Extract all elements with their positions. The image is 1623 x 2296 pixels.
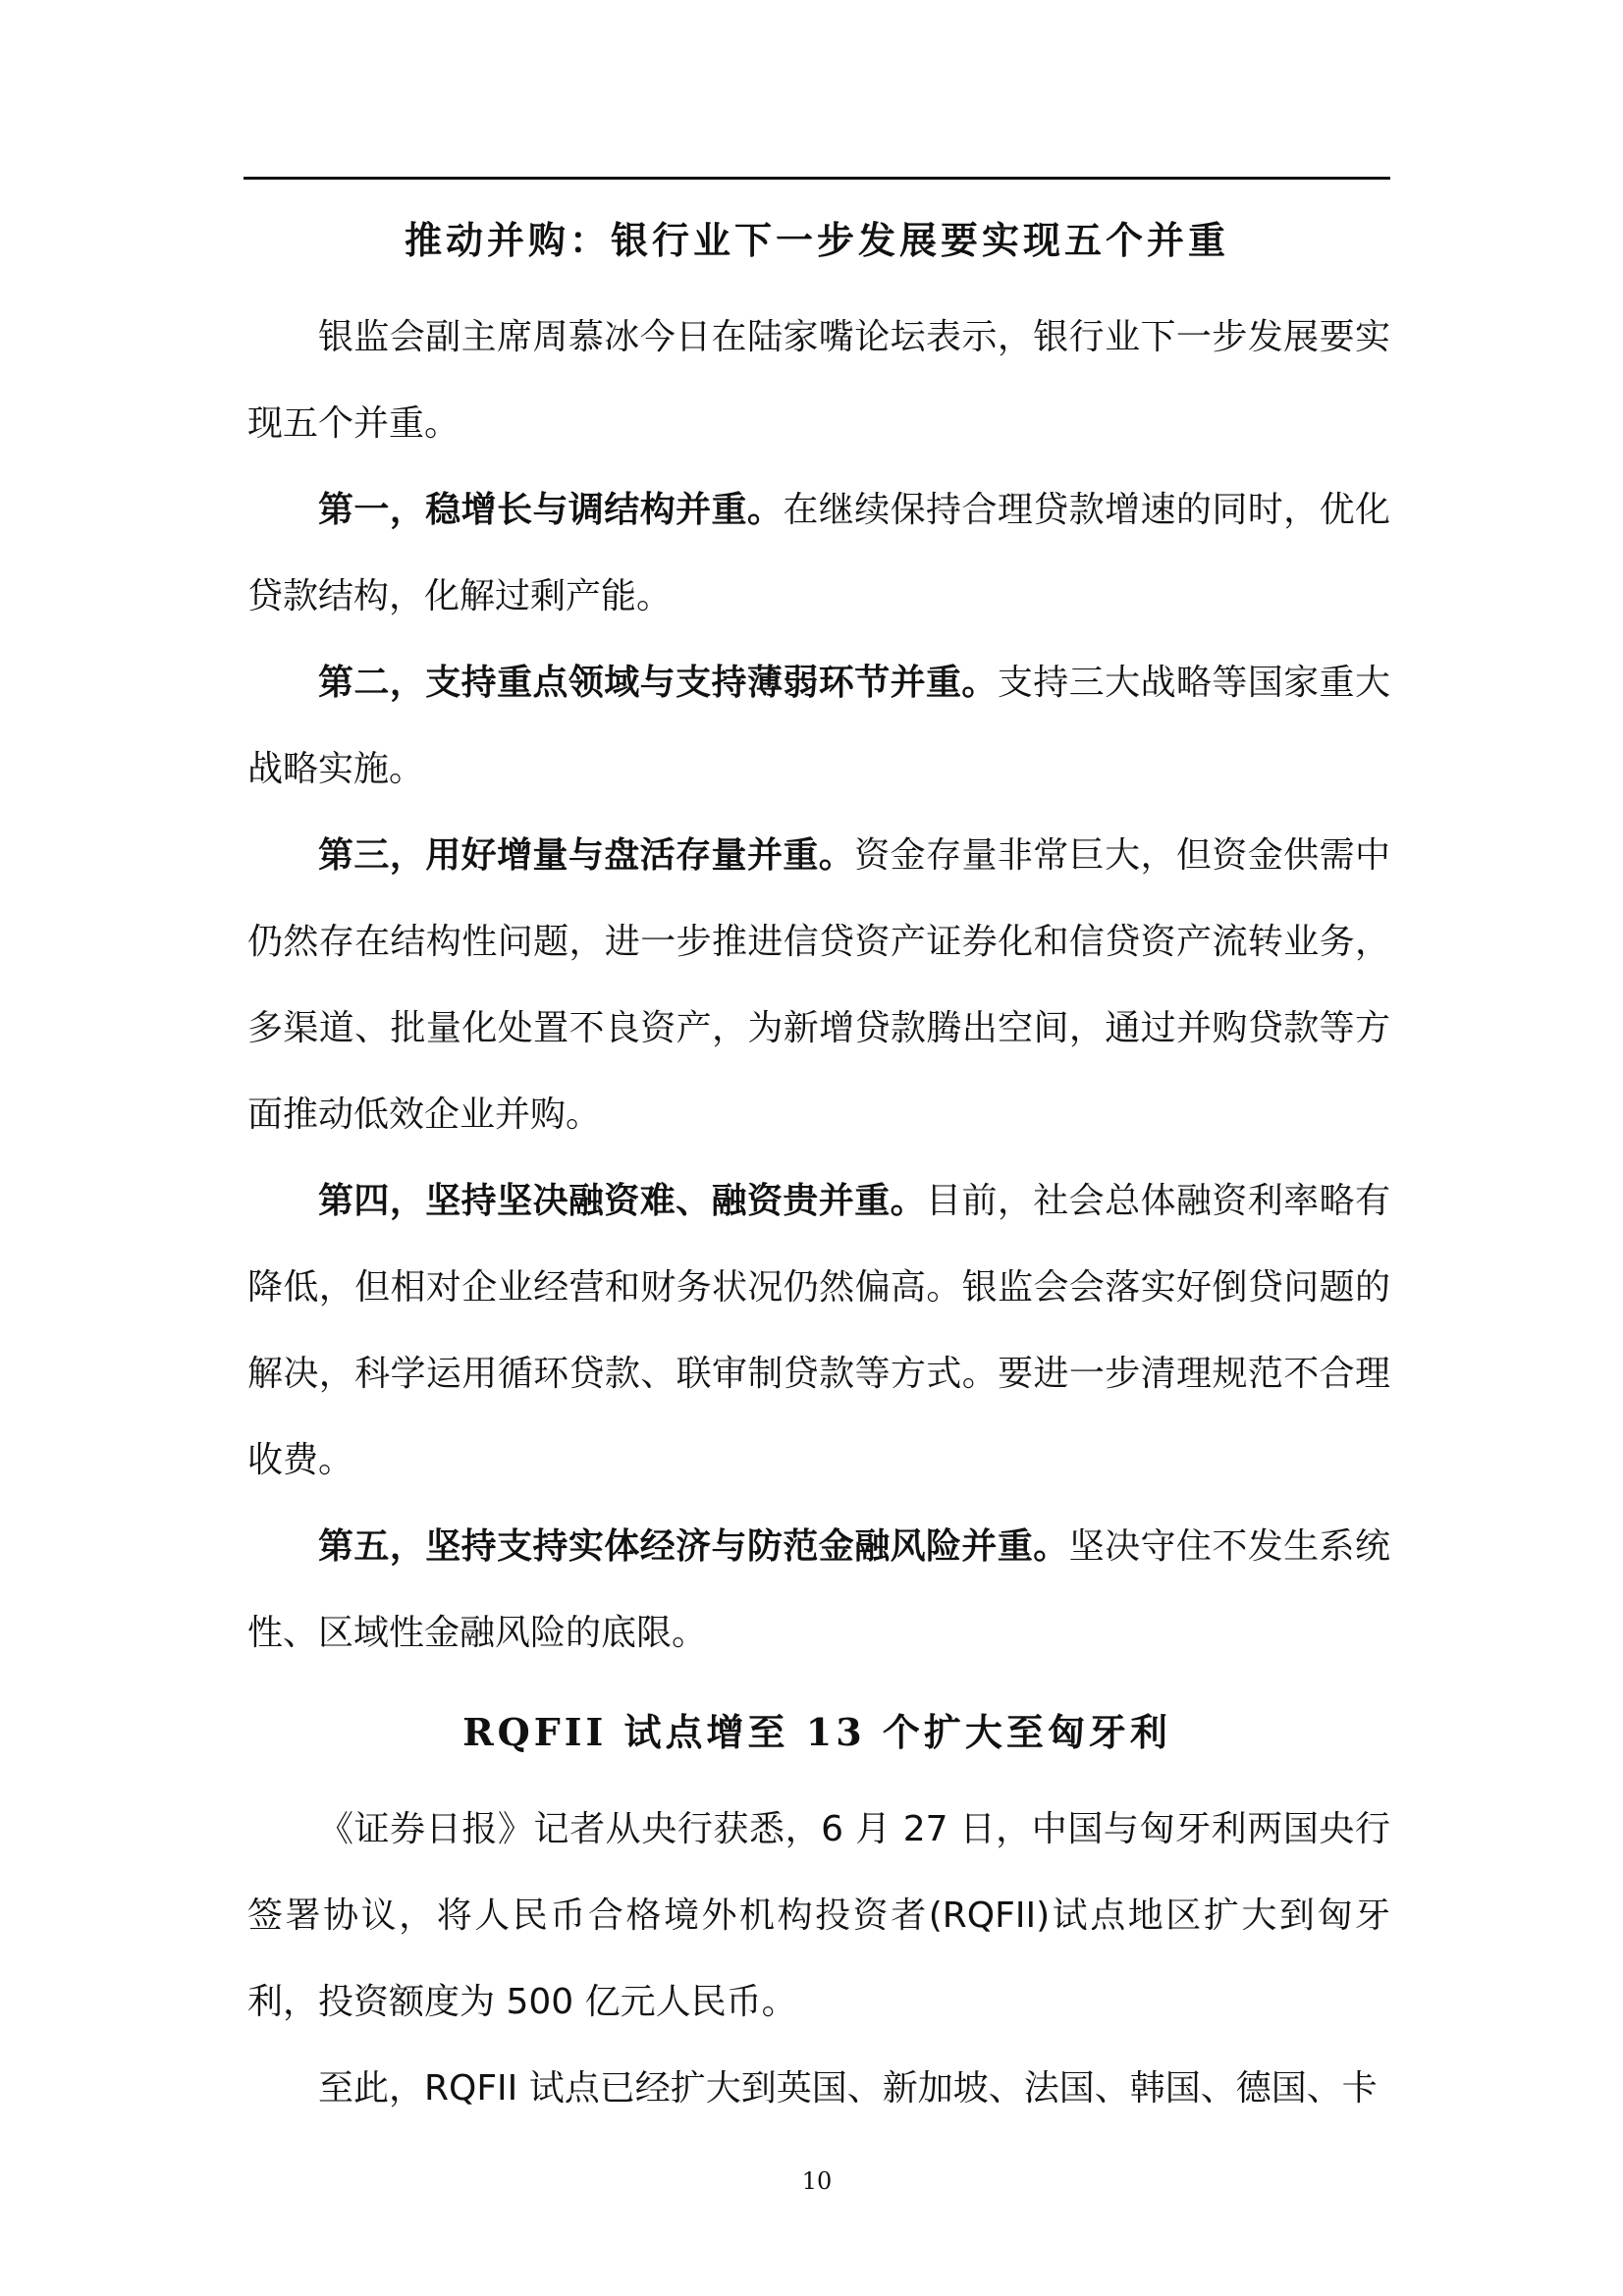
header-rule — [243, 177, 1390, 180]
article-title-rqfii: RQFII 试点增至 13 个扩大至匈牙利 — [462, 1710, 1171, 1754]
rqfii-paragraph-1: 《证券日报》记者从央行获悉，6 月 27 日，中国与匈牙利两国央行签署协议，将人民币合格境外机构投资者(RQFII)试点地区扩大到匈牙利，投资额度为 500 亿元人民币。 — [247, 1809, 1390, 2022]
point-paragraph-3 — [247, 813, 1390, 1158]
point-text-1: 在继续保持合理贷款增速的同时，优化贷款结构，化解过剩产能。 — [247, 490, 1390, 616]
rqfii-paragraph-2: 至此，RQFII 试点已经扩大到英国、新加坡、法国、韩国、德国、卡 — [318, 2068, 1378, 2109]
point-lead-2: 第二，支持重点领域与支持薄弱环节并重。 — [318, 663, 998, 703]
page-number: 10 — [801, 2167, 833, 2195]
point-text-4: 目前，社会总体融资利率略有降低，但相对企业经营和财务状况仍然偏高。银监会会落实好倒贷问题的解决，科学运用循环贷款、联审制贷款等方式。要进一步清理规范不合理收费。 — [247, 1181, 1390, 1480]
point-paragraph-2 — [247, 640, 1390, 813]
point-text-3: 资金存量非常巨大，但资金供需中仍然存在结构性问题，进一步推进信贷资产证券化和信贷资产流转业务，多渠道、批量化处置不良资产，为新增贷款腾出空间，通过并购贷款等方面推动低效企业并购。 — [247, 835, 1390, 1135]
point-text-2: 支持三大战略等国家重大战略实施。 — [247, 663, 1390, 789]
intro-paragraph: 银监会副主席周慕冰今日在陆家嘴论坛表示，银行业下一步发展要实现五个并重。 — [247, 317, 1390, 444]
point-lead-5: 第五，坚持支持实体经济与防范金融风险并重。 — [318, 1526, 1069, 1567]
point-text-5: 坚决守住不发生系统性、区域性金融风险的底限。 — [247, 1526, 1390, 1653]
article-title-mergers: 推动并购：银行业下一步发展要实现五个并重 — [404, 218, 1229, 262]
point-paragraph-1 — [247, 467, 1390, 640]
point-paragraph-5 — [247, 1504, 1390, 1677]
point-lead-1: 第一，稳增长与调结构并重。 — [318, 490, 784, 530]
point-lead-4: 第四，坚持坚决融资难、融资贵并重。 — [318, 1181, 927, 1221]
point-lead-3: 第三，用好增量与盘活存量并重。 — [318, 835, 855, 876]
point-paragraph-4 — [247, 1158, 1390, 1504]
